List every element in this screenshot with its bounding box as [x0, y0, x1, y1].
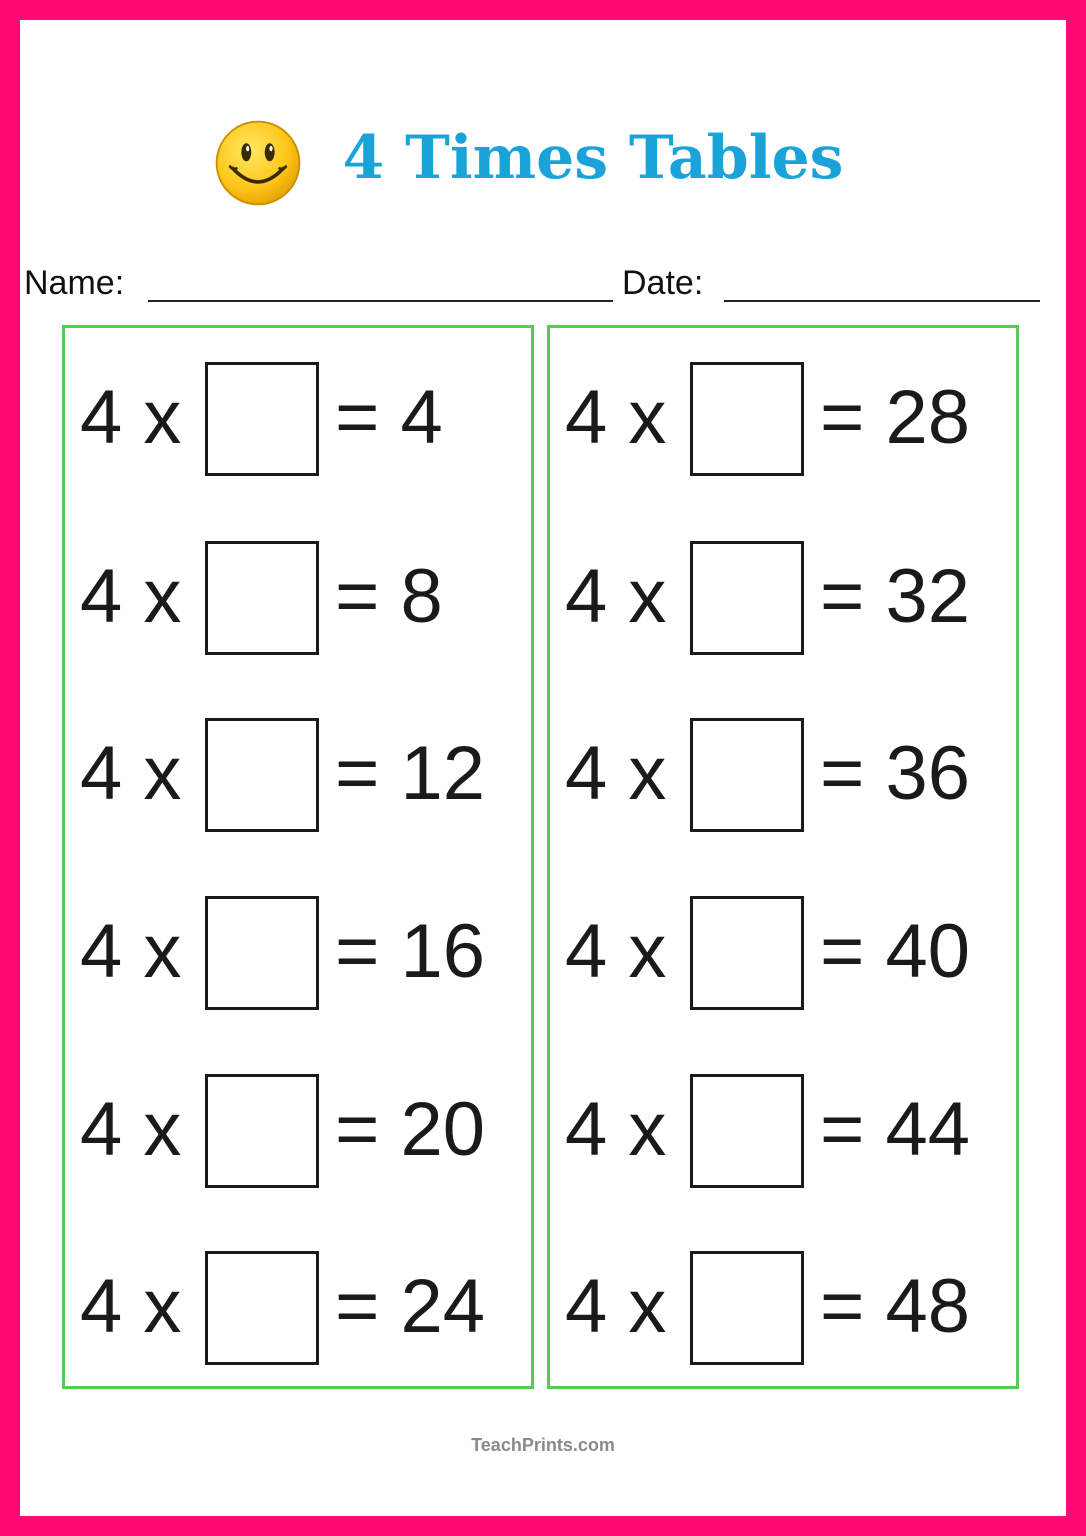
- answer-box[interactable]: [205, 541, 319, 655]
- equation-factor: 4 x: [565, 375, 667, 460]
- equation-row: [550, 1247, 1016, 1367]
- equation-factor: 4 x: [565, 731, 667, 816]
- worksheet-title: 4 Times Tables: [342, 122, 844, 193]
- answer-box[interactable]: [205, 896, 319, 1010]
- equation-product: = 16: [335, 909, 486, 994]
- equation-product: = 48: [820, 1264, 971, 1349]
- equation-product: = 4: [335, 375, 443, 460]
- answer-box[interactable]: [690, 718, 804, 832]
- equation-row: [65, 358, 531, 478]
- equation-factor: 4 x: [565, 909, 667, 994]
- equation-row: [65, 537, 531, 657]
- equation-row: [550, 1070, 1016, 1190]
- answer-box[interactable]: [690, 1251, 804, 1365]
- equation-factor: 4 x: [565, 1087, 667, 1172]
- date-field-line[interactable]: [724, 300, 1040, 302]
- name-field-line[interactable]: [148, 300, 613, 302]
- equation-product: = 32: [820, 554, 971, 639]
- equation-factor: 4 x: [565, 554, 667, 639]
- left-equation-column: [62, 325, 534, 1389]
- equation-row: [65, 714, 531, 834]
- equation-product: = 20: [335, 1087, 486, 1172]
- equation-factor: 4 x: [80, 375, 182, 460]
- equation-row: [65, 1247, 531, 1367]
- name-label: Name:: [24, 264, 125, 302]
- answer-box[interactable]: [690, 896, 804, 1010]
- equation-factor: 4 x: [80, 1087, 182, 1172]
- date-label: Date:: [622, 264, 704, 302]
- equation-factor: 4 x: [565, 1264, 667, 1349]
- equation-factor: 4 x: [80, 554, 182, 639]
- answer-box[interactable]: [690, 541, 804, 655]
- equation-product: = 36: [820, 731, 971, 816]
- equation-product: = 44: [820, 1087, 971, 1172]
- equation-row: [550, 358, 1016, 478]
- equation-product: = 8: [335, 554, 443, 639]
- equation-row: [65, 1070, 531, 1190]
- answer-box[interactable]: [690, 362, 804, 476]
- equation-product: = 24: [335, 1264, 486, 1349]
- equation-row: [550, 892, 1016, 1012]
- answer-box[interactable]: [205, 1251, 319, 1365]
- equation-row: [550, 537, 1016, 657]
- answer-box[interactable]: [205, 718, 319, 832]
- equation-factor: 4 x: [80, 731, 182, 816]
- worksheet-header: [20, 115, 1066, 210]
- smiley-face-icon: [213, 118, 303, 208]
- equation-factor: 4 x: [80, 909, 182, 994]
- answer-box[interactable]: [205, 362, 319, 476]
- equation-product: = 12: [335, 731, 486, 816]
- name-date-row: [24, 260, 1044, 310]
- equation-product: = 28: [820, 375, 971, 460]
- answer-box[interactable]: [690, 1074, 804, 1188]
- equation-factor: 4 x: [80, 1264, 182, 1349]
- answer-box[interactable]: [205, 1074, 319, 1188]
- equation-row: [550, 714, 1016, 834]
- equation-row: [65, 892, 531, 1012]
- right-equation-column: [547, 325, 1019, 1389]
- equation-product: = 40: [820, 909, 971, 994]
- footer-credit: TeachPrints.com: [471, 1435, 615, 1455]
